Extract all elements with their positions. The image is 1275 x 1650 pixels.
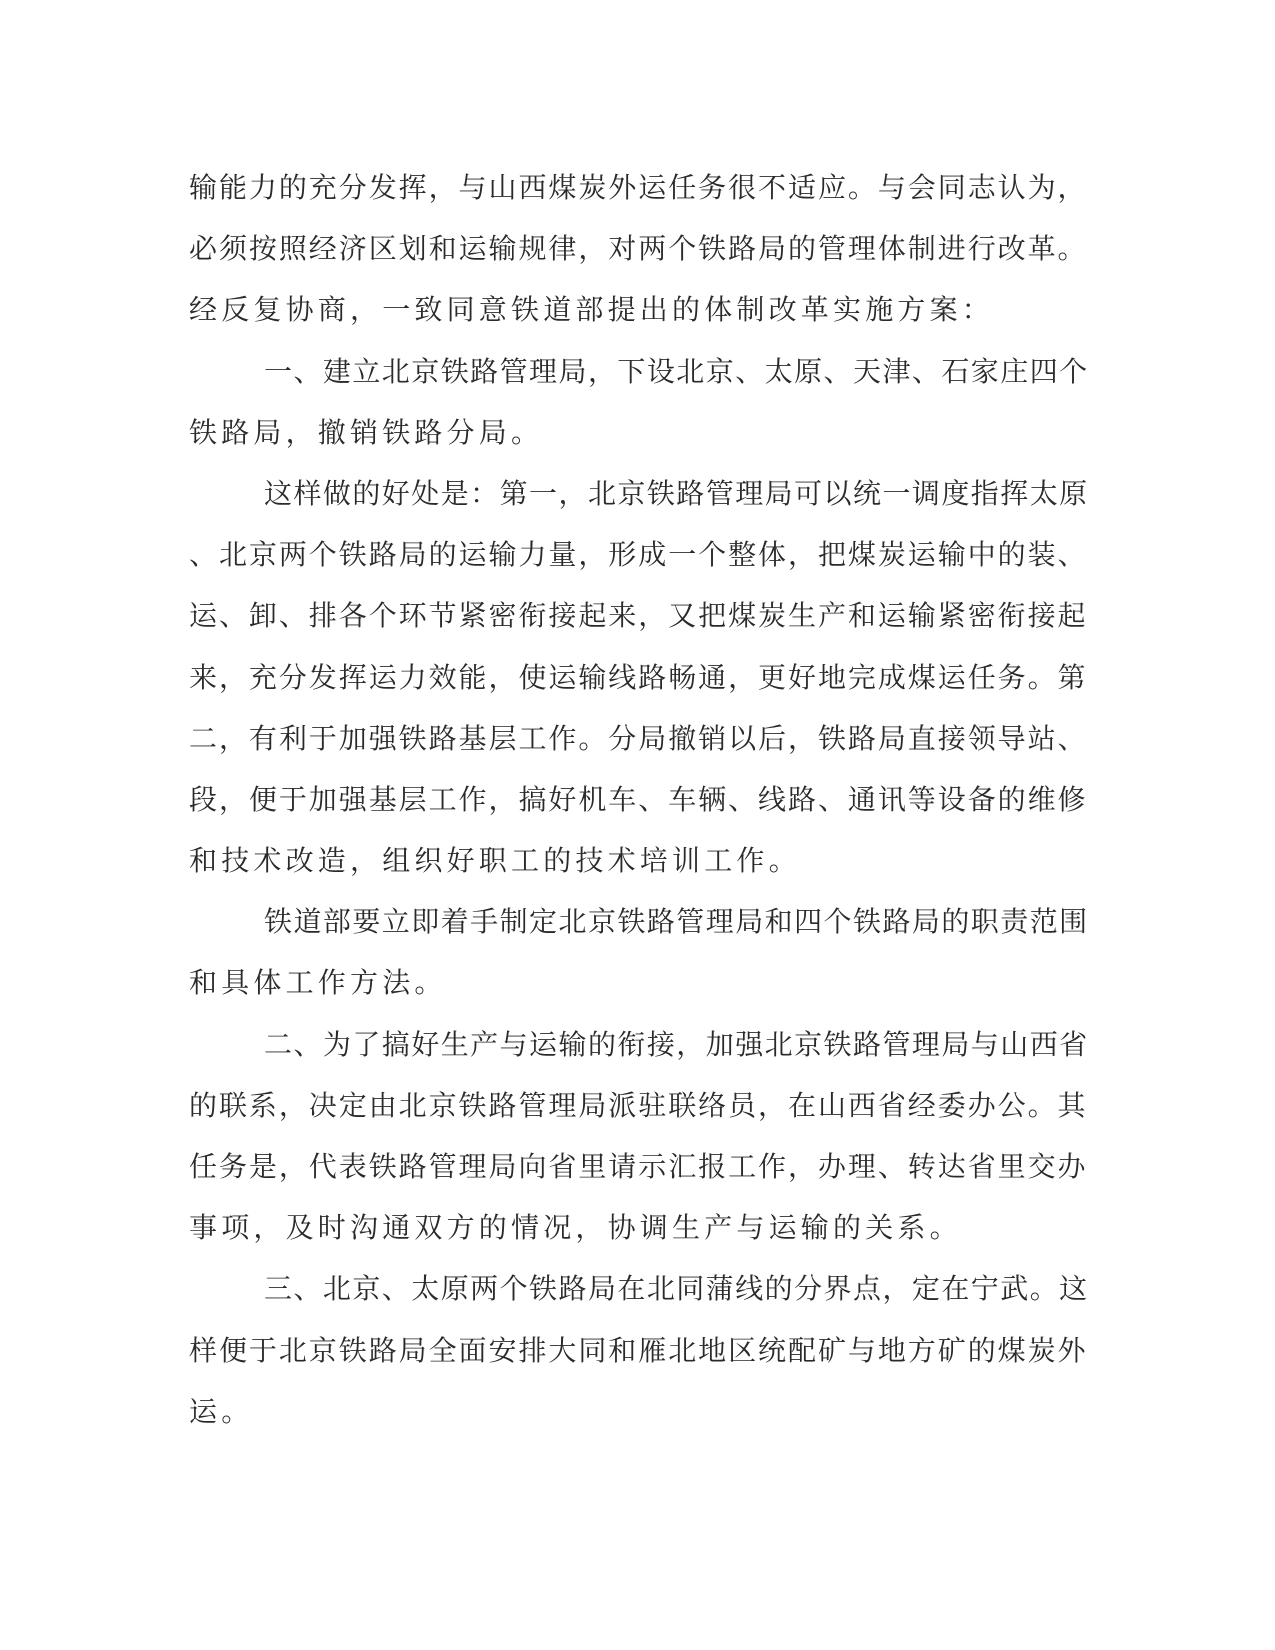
text-line: 二，有利于加强铁路基层工作。分局撤销以后，铁路局直接领导站、: [189, 721, 1088, 755]
text-line: 运、卸、排各个环节紧密衔接起来，又把煤炭生产和运输紧密衔接起: [189, 599, 1088, 633]
text-line: 二、为了搞好生产与运输的衔接，加强北京铁路管理局与山西省: [264, 1027, 1089, 1061]
text-line: 、北京两个铁路局的运输力量，形成一个整体，把煤炭运输中的装、: [189, 538, 1088, 572]
text-line: 段，便于加强基层工作，搞好机车、车辆、线路、通讯等设备的维修: [189, 782, 1088, 816]
text-line: 任务是，代表铁路管理局向省里请示汇报工作，办理、转达省里交办: [189, 1150, 1088, 1183]
text-line: 来，充分发挥运力效能，使运输线路畅通，更好地完成煤运任务。第: [189, 660, 1088, 694]
text-line: 三、北京、太原两个铁路局在北同蒲线的分界点，定在宁武。这: [264, 1272, 1089, 1306]
text-line: 经反复协商，一致同意铁道部提出的体制改革实施方案：: [189, 293, 995, 327]
text-line: 铁道部要立即着手制定北京铁路管理局和四个铁路局的职责范围: [264, 905, 1089, 939]
text-line: 铁路局，撤销铁路分局。: [189, 415, 544, 449]
text-line: 样便于北京铁路局全面安排大同和雁北地区统配矿与地方矿的煤炭外: [189, 1333, 1088, 1367]
text-line: 的联系，决定由北京铁路管理局派驻联络员，在山西省经委办公。其: [189, 1088, 1088, 1122]
text-line: 事项，及时沟通双方的情况，协调生产与运输的关系。: [189, 1211, 962, 1245]
text-line: 一、建立北京铁路管理局，下设北京、太原、天津、石家庄四个: [264, 354, 1089, 388]
text-line: 输能力的充分发挥，与山西煤炭外运任务很不适应。与会同志认为，: [189, 171, 1088, 204]
text-line: 和技术改造，组织好职工的技术培训工作。: [189, 844, 801, 878]
text-line: 这样做的好处是：第一，北京铁路管理局可以统一调度指挥太原: [264, 476, 1089, 510]
document-body: [189, 157, 1089, 1442]
text-line: 运。: [189, 1394, 254, 1428]
text-line: 必须按照经济区划和运输规律，对两个铁路局的管理体制进行改革。: [189, 232, 1088, 266]
text-line: 和具体工作方法。: [189, 966, 447, 1000]
